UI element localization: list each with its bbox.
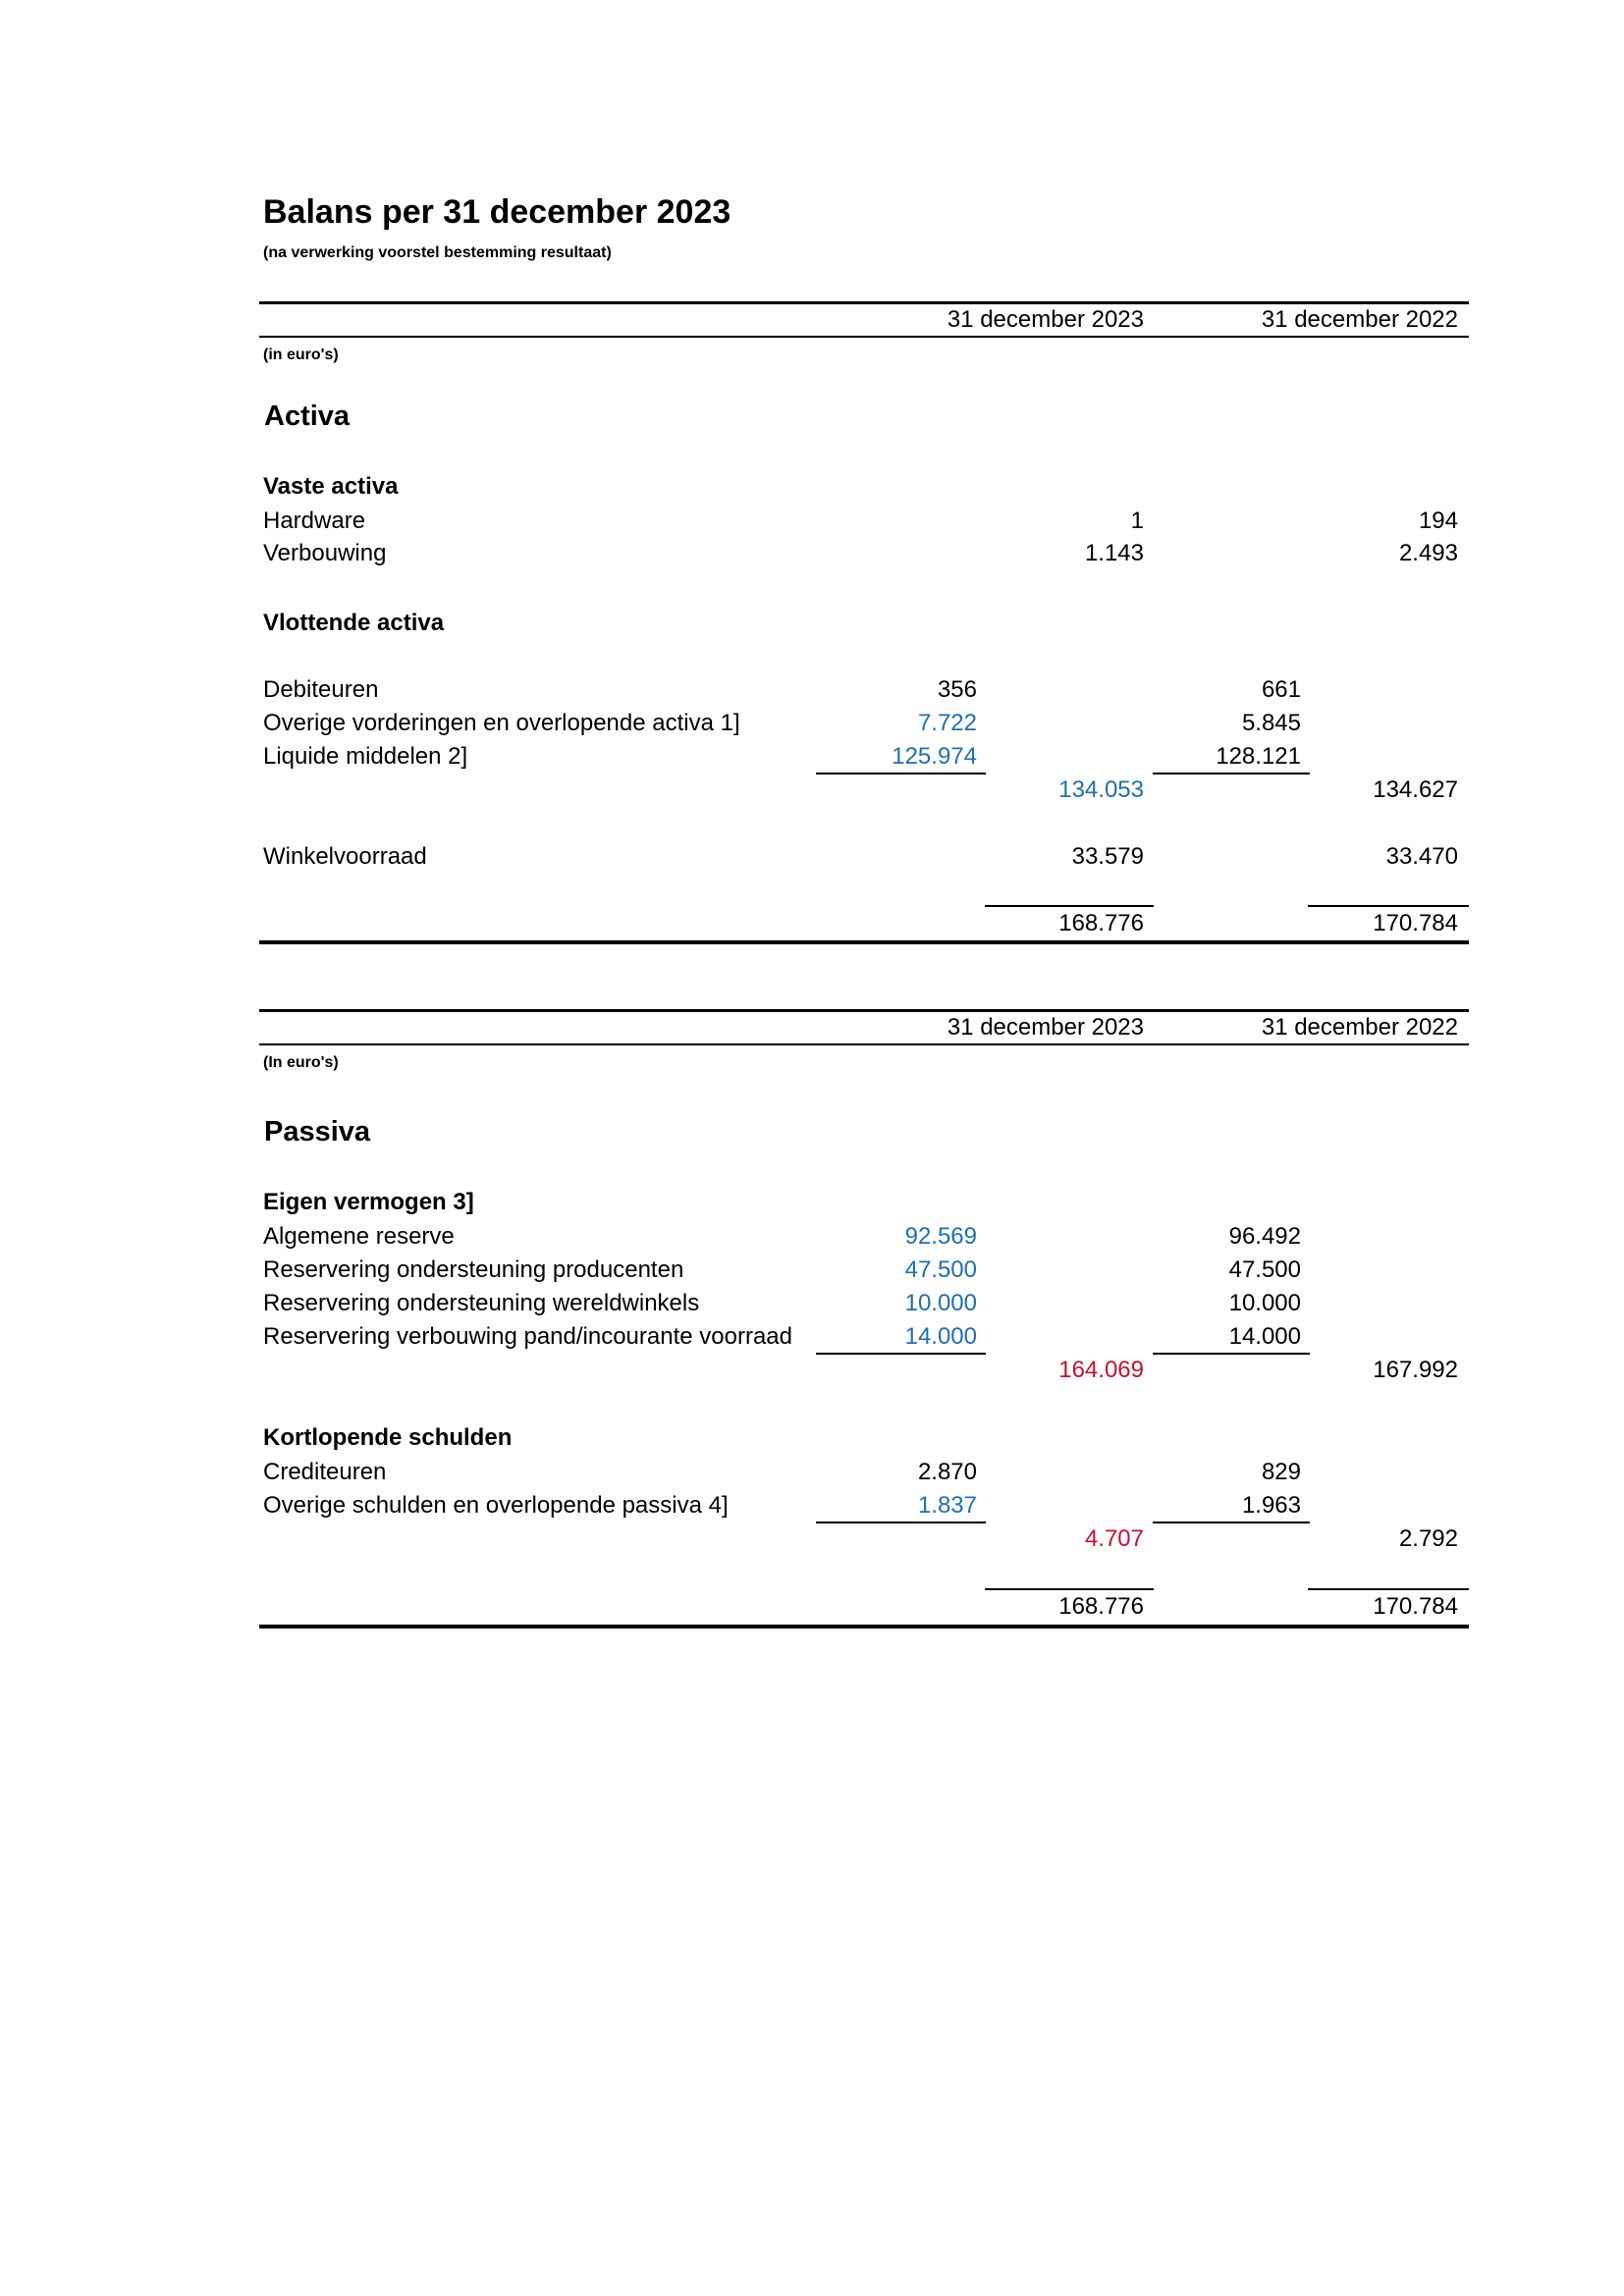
subtotal-rule-2022 [1153,1353,1310,1355]
section-heading-passiva: Passiva [264,1116,371,1148]
row-label: Overige vorderingen en overlopende activa 1] [263,710,740,736]
row-label: Reservering verbouwing pand/incourante voorraad [263,1323,792,1350]
total-rule-2023 [985,905,1154,907]
table-top-rule [259,301,1469,304]
header-rule [259,336,1469,338]
total-rule-2022 [1308,905,1469,907]
row-label: Crediteuren [263,1459,387,1485]
detail-2023: 92.569 [904,1223,977,1250]
row-label: Reservering ondersteuning wereldwinkels [263,1290,700,1316]
column-header-2023: 31 december 2023 [947,306,1144,333]
detail-2022: 10.000 [1228,1290,1301,1316]
detail-2023: 14.000 [904,1323,977,1350]
detail-2023: 7.722 [917,710,977,736]
value-2023: 1.143 [1084,540,1144,566]
page-subtitle: (na verwerking voorstel bestemming resultaat) [263,244,612,261]
subtotal-vlottende-2022: 134.627 [1373,776,1458,803]
page-title: Balans per 31 december 2023 [263,193,731,231]
detail-2023: 47.500 [904,1256,977,1283]
value-2022: 194 [1418,507,1458,534]
total-activa-2023: 168.776 [1058,910,1144,936]
detail-2022: 96.492 [1228,1223,1301,1250]
row-label: Liquide middelen 2] [263,743,468,770]
value-2022: 33.470 [1385,843,1458,870]
row-label: Debiteuren [263,676,379,703]
detail-2023: 10.000 [904,1290,977,1316]
total-rule-2022 [1308,1588,1469,1590]
detail-2022: 661 [1261,676,1301,703]
total-passiva-2023: 168.776 [1058,1593,1144,1620]
subtotal-eigen-vermogen-2023: 164.069 [1058,1357,1144,1383]
row-label: Reservering ondersteuning producenten [263,1256,684,1283]
subtotal-rule-2023 [816,773,986,774]
detail-2023: 125.974 [892,743,977,770]
subtotal-eigen-vermogen-2022: 167.992 [1373,1357,1458,1383]
row-label: Hardware [263,507,366,534]
unit-label: (in euro's) [263,347,339,363]
table-top-rule [259,1009,1469,1012]
subtotal-kortlopende-2023: 4.707 [1084,1525,1144,1552]
value-2023: 33.579 [1071,843,1144,870]
detail-2023: 356 [937,676,977,703]
total-activa-2022: 170.784 [1373,910,1458,936]
row-label: Algemene reserve [263,1223,455,1250]
detail-2023: 1.837 [917,1492,977,1519]
total-passiva-2022: 170.784 [1373,1593,1458,1620]
column-header-2023: 31 december 2023 [947,1014,1144,1041]
section-heading-activa: Activa [264,400,351,432]
row-label: Winkelvoorraad [263,843,427,870]
header-rule [259,1043,1469,1045]
detail-2022: 14.000 [1228,1323,1301,1350]
group-heading-kortlopende-schulden: Kortlopende schulden [263,1424,513,1451]
detail-2022: 5.845 [1241,710,1301,736]
total-rule-2023 [985,1588,1154,1590]
detail-2022: 47.500 [1228,1256,1301,1283]
unit-label: (In euro's) [263,1054,339,1071]
subtotal-rule-2022 [1153,1522,1310,1523]
table-bottom-rule [259,940,1469,944]
subtotal-rule-2023 [816,1353,986,1355]
value-2022: 2.493 [1398,540,1458,566]
detail-2023: 2.870 [917,1459,977,1485]
group-heading-vlottende-activa: Vlottende activa [263,610,445,636]
subtotal-rule-2022 [1153,773,1310,774]
value-2023: 1 [1130,507,1144,534]
subtotal-kortlopende-2022: 2.792 [1398,1525,1458,1552]
subtotal-rule-2023 [816,1522,986,1523]
group-heading-eigen-vermogen: Eigen vermogen 3] [263,1189,474,1215]
column-header-2022: 31 december 2022 [1261,306,1458,333]
table-bottom-rule [259,1625,1469,1629]
subtotal-vlottende-2023: 134.053 [1058,776,1144,803]
row-label: Verbouwing [263,540,387,566]
detail-2022: 1.963 [1241,1492,1301,1519]
detail-2022: 829 [1261,1459,1301,1485]
detail-2022: 128.121 [1216,743,1301,770]
group-heading-vaste-activa: Vaste activa [263,473,399,500]
column-header-2022: 31 december 2022 [1261,1014,1458,1041]
row-label: Overige schulden en overlopende passiva 4] [263,1492,729,1519]
